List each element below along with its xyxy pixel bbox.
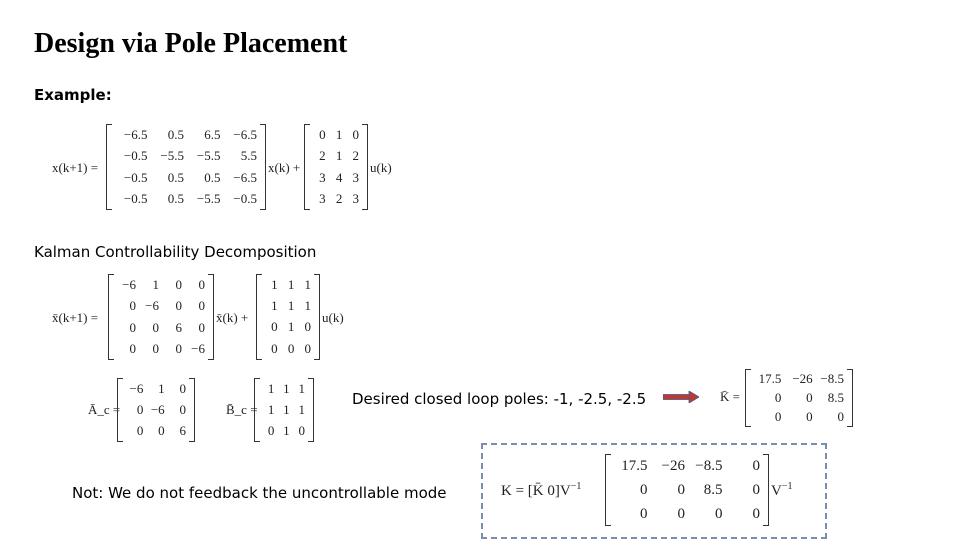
matrix-cell: 0 bbox=[129, 341, 136, 357]
matrix-cell: −26 bbox=[792, 370, 813, 386]
matrix-cell: −0.5 bbox=[123, 191, 148, 207]
matrix-cell: 0 bbox=[129, 319, 136, 335]
matrix-cell: 0 bbox=[304, 341, 311, 356]
matrix-cell: 0.5 bbox=[204, 169, 221, 185]
eq1-b-matrix bbox=[304, 124, 368, 210]
matrix-cell: 0 bbox=[129, 298, 136, 314]
matrix-cell: 3 bbox=[319, 169, 326, 185]
matrix-cell: 0 bbox=[640, 505, 648, 522]
matrix-cell: 1 bbox=[304, 276, 311, 292]
matrix-cell: 1 bbox=[283, 401, 290, 417]
matrix-cell: 1 bbox=[152, 276, 159, 292]
matrix-cell: 1 bbox=[158, 380, 165, 396]
matrix-cell: 0.5 bbox=[167, 169, 184, 185]
matrix-cell: 0.5 bbox=[167, 126, 184, 142]
matrix-cell: 1 bbox=[287, 276, 295, 292]
matrix-cell: 0 bbox=[136, 401, 144, 417]
kbar-matrix bbox=[745, 369, 853, 427]
matrix-cell: 0 bbox=[152, 319, 159, 335]
matrix-cell: 0 bbox=[287, 341, 295, 356]
matrix-cell: −0.5 bbox=[123, 148, 148, 164]
matrix-cell: 1 bbox=[267, 401, 275, 417]
matrix-cell: −8.5 bbox=[820, 370, 844, 386]
example-label: Example: bbox=[34, 86, 112, 104]
matrix-cell: −0.5 bbox=[233, 191, 257, 207]
matrix-cell: 5.5 bbox=[240, 148, 257, 164]
matrix-cell: 0 bbox=[136, 423, 144, 439]
eq2-b-matrix bbox=[256, 274, 320, 360]
matrix-cell: 1 bbox=[271, 276, 278, 292]
matrix-cell: 0 bbox=[319, 126, 326, 142]
kalman-label: Kalman Controllability Decomposition bbox=[34, 243, 317, 261]
matrix-cell: 0 bbox=[806, 409, 813, 425]
matrix-cell: 0 bbox=[158, 423, 165, 439]
note-text: Not: We do not feedback the uncontrollable mode bbox=[72, 484, 447, 502]
matrix-cell: −5.5 bbox=[160, 148, 184, 164]
matrix-cell: 8.5 bbox=[703, 481, 723, 498]
matrix-cell: −6.5 bbox=[233, 169, 257, 185]
matrix-cell: 6.5 bbox=[204, 126, 221, 142]
matrix-cell: 0 bbox=[175, 298, 182, 314]
matrix-cell: 8.5 bbox=[827, 389, 844, 405]
matrix-cell: 0 bbox=[774, 389, 782, 405]
matrix-cell: 0 bbox=[752, 481, 760, 498]
matrix-cell: 0 bbox=[677, 481, 685, 498]
matrix-cell: −6 bbox=[145, 298, 159, 314]
eq3-bc-matrix bbox=[254, 378, 314, 442]
matrix-cell: 1 bbox=[267, 380, 275, 396]
matrix-cell: 0 bbox=[677, 505, 685, 522]
matrix-cell: 1 bbox=[298, 380, 305, 396]
matrix-cell: −6 bbox=[122, 276, 136, 292]
matrix-cell: 0 bbox=[752, 505, 760, 522]
eq2-rhs: u(k) bbox=[322, 310, 344, 325]
eq3-bc-lhs: B̄_c = bbox=[226, 402, 258, 417]
matrix-cell: 0 bbox=[271, 341, 278, 356]
matrix-cell: 6 bbox=[179, 423, 186, 439]
eq3-ac-matrix bbox=[117, 378, 195, 442]
matrix-cell: 2 bbox=[335, 191, 343, 207]
matrix-cell: 1 bbox=[287, 297, 295, 313]
matrix-cell: −5.5 bbox=[196, 191, 221, 207]
matrix-cell: −0.5 bbox=[123, 169, 148, 185]
page-title: Design via Pole Placement bbox=[34, 28, 348, 59]
matrix-cell: 0 bbox=[175, 341, 182, 357]
matrix-cell: 1 bbox=[287, 319, 295, 335]
eq1-mid: x(k) + bbox=[268, 160, 301, 175]
matrix-cell: 0 bbox=[198, 298, 205, 314]
matrix-cell: 0 bbox=[175, 276, 182, 292]
matrix-cell: 0 bbox=[179, 380, 186, 396]
matrix-cell: 1 bbox=[335, 126, 343, 142]
matrix-cell: 1 bbox=[335, 148, 343, 164]
matrix-cell: 1 bbox=[298, 401, 305, 417]
matrix-cell: 4 bbox=[335, 169, 343, 185]
matrix-cell: 0 bbox=[267, 423, 275, 439]
matrix-cell: 0 bbox=[298, 423, 305, 439]
matrix-cell: 0 bbox=[198, 319, 205, 335]
matrix-cell: −6 bbox=[129, 380, 144, 396]
matrix-cell: 0 bbox=[715, 505, 723, 522]
matrix-cell: 0 bbox=[837, 409, 844, 425]
matrix-cell: −5.5 bbox=[196, 148, 221, 164]
right-arrow-icon bbox=[663, 391, 699, 403]
matrix-cell: 17.5 bbox=[758, 370, 782, 386]
eq1-a-matrix bbox=[106, 124, 266, 210]
matrix-cell: −6 bbox=[150, 401, 165, 417]
matrix-cell: 0 bbox=[352, 126, 359, 142]
matrix-cell: −6.5 bbox=[123, 126, 148, 142]
desired-poles-text: Desired closed loop poles: -1, -2.5, -2.5 bbox=[352, 390, 647, 408]
eq2-a-matrix bbox=[108, 274, 214, 360]
matrix-cell: −6 bbox=[191, 341, 205, 357]
kbar-lhs: K̄ = bbox=[720, 389, 740, 404]
matrix-cell: 0 bbox=[152, 341, 159, 357]
eq1-rhs: u(k) bbox=[370, 160, 392, 175]
matrix-cell: 6 bbox=[175, 319, 182, 335]
matrix-cell: −6.5 bbox=[233, 126, 257, 142]
eq2-mid: x̄(k) + bbox=[216, 310, 249, 325]
matrix-cell: 0 bbox=[271, 319, 278, 335]
matrix-cell: 1 bbox=[283, 423, 290, 439]
matrix-cell: 0 bbox=[198, 276, 205, 292]
matrix-cell: 1 bbox=[304, 297, 311, 313]
matrix-cell: 3 bbox=[352, 169, 359, 185]
kfinal-rhs: $V^{-1}$ bbox=[771, 481, 793, 499]
matrix-cell: 2 bbox=[352, 148, 359, 164]
matrix-cell: 3 bbox=[352, 191, 359, 207]
matrix-cell: 0 bbox=[304, 319, 311, 335]
matrix-cell: 17.5 bbox=[621, 457, 648, 474]
matrix-cell: 0 bbox=[752, 457, 760, 474]
matrix-cell: −26 bbox=[661, 457, 685, 474]
matrix-cell: 0.5 bbox=[167, 191, 184, 207]
matrix-cell: 0 bbox=[774, 409, 782, 425]
matrix-cell: 3 bbox=[319, 191, 326, 207]
matrix-cell: 0 bbox=[179, 401, 186, 417]
kfinal-matrix bbox=[605, 454, 769, 526]
matrix-cell: 1 bbox=[271, 297, 278, 313]
kfinal-lhs: K = [K̄ $0]V^{-1}$ bbox=[501, 481, 582, 499]
matrix-cell: −8.5 bbox=[695, 457, 723, 474]
matrix-cell: 1 bbox=[283, 380, 290, 396]
matrix-cell: 2 bbox=[319, 148, 326, 164]
matrix-cell: 0 bbox=[640, 481, 648, 498]
eq1-lhs: x(k+1) = bbox=[52, 160, 99, 175]
eq3-ac-lhs: Ā_c = bbox=[88, 402, 121, 417]
matrix-cell: 0 bbox=[806, 389, 813, 405]
eq2-lhs: x̄(k+1) = bbox=[52, 310, 99, 325]
